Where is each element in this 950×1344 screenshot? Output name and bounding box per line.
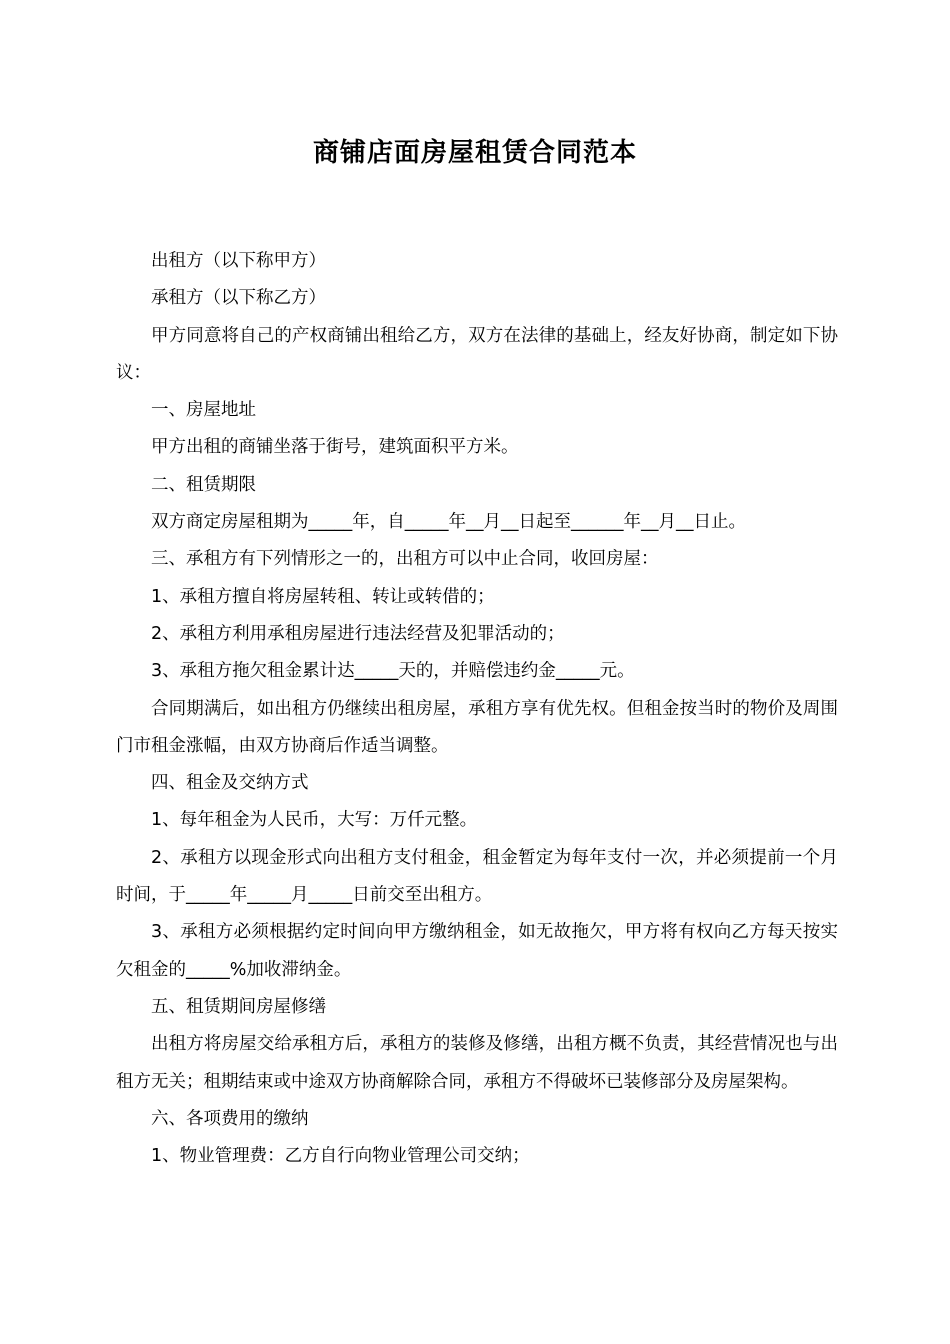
list-item: 3、承租方拖欠租金累计达_____天的，并赔偿违约金_____元。 [151,661,635,682]
paragraph: 甲方出租的商铺坐落于街号，建筑面积平方米。 [151,437,519,458]
document-body [116,243,838,1175]
paragraph: 甲方同意将自己的产权商铺出租给乙方，双方在法律的基础上，经友好协商，制定如下协议： [116,325,838,383]
list-item: 3、承租方必须根据约定时间向甲方缴纳租金，如无故拖欠，甲方将有权向乙方每天按实欠租金的_____%加收滞纳金。 [116,922,838,980]
section-heading: 六、各项费用的缴纳 [151,1108,309,1129]
list-item: 1、承租方擅自将房屋转租、转让或转借的； [151,586,495,607]
section-heading: 一、房屋地址 [151,400,256,421]
paragraph: 出租方（以下称甲方） [151,251,326,271]
paragraph: 合同期满后，如出租方仍继续出租房屋，承租方享有优先权。但租金按当时的物价及周围门市租金涨幅，由双方协商后作适当调整。 [116,698,838,756]
list-item: 2、承租方利用承租房屋进行违法经营及犯罪活动的； [151,623,565,644]
paragraph: 双方商定房屋租期为_____年，自_____年__月__日起至______年__月__日止。 [151,512,746,533]
section-heading: 五、租赁期间房屋修缮 [151,996,326,1017]
section-heading: 三、承租方有下列情形之一的，出租方可以中止合同，收回房屋： [151,549,659,570]
list-item: 1、每年租金为人民币，大写：万仟元整。 [151,810,478,831]
section-heading: 四、租金及交纳方式 [151,773,309,794]
paragraph: 承租方（以下称乙方） [151,288,326,309]
document-title: 商铺店面房屋租赁合同范本 [312,138,637,168]
paragraph: 出租方将房屋交给承租方后，承租方的装修及修缮，出租方概不负责，其经营情况也与出租方无关；租期结束或中途双方协商解除合同，承租方不得破坏已装修部分及房屋架构。 [116,1034,838,1092]
list-item: 2、承租方以现金形式向出租方支付租金，租金暂定为每年支付一次，并必须提前一个月时间，于_____年_____月_____日前交至出租方。 [116,847,838,906]
section-heading: 二、租赁期限 [151,474,256,495]
list-item: 1、物业管理费：乙方自行向物业管理公司交纳； [151,1146,530,1167]
